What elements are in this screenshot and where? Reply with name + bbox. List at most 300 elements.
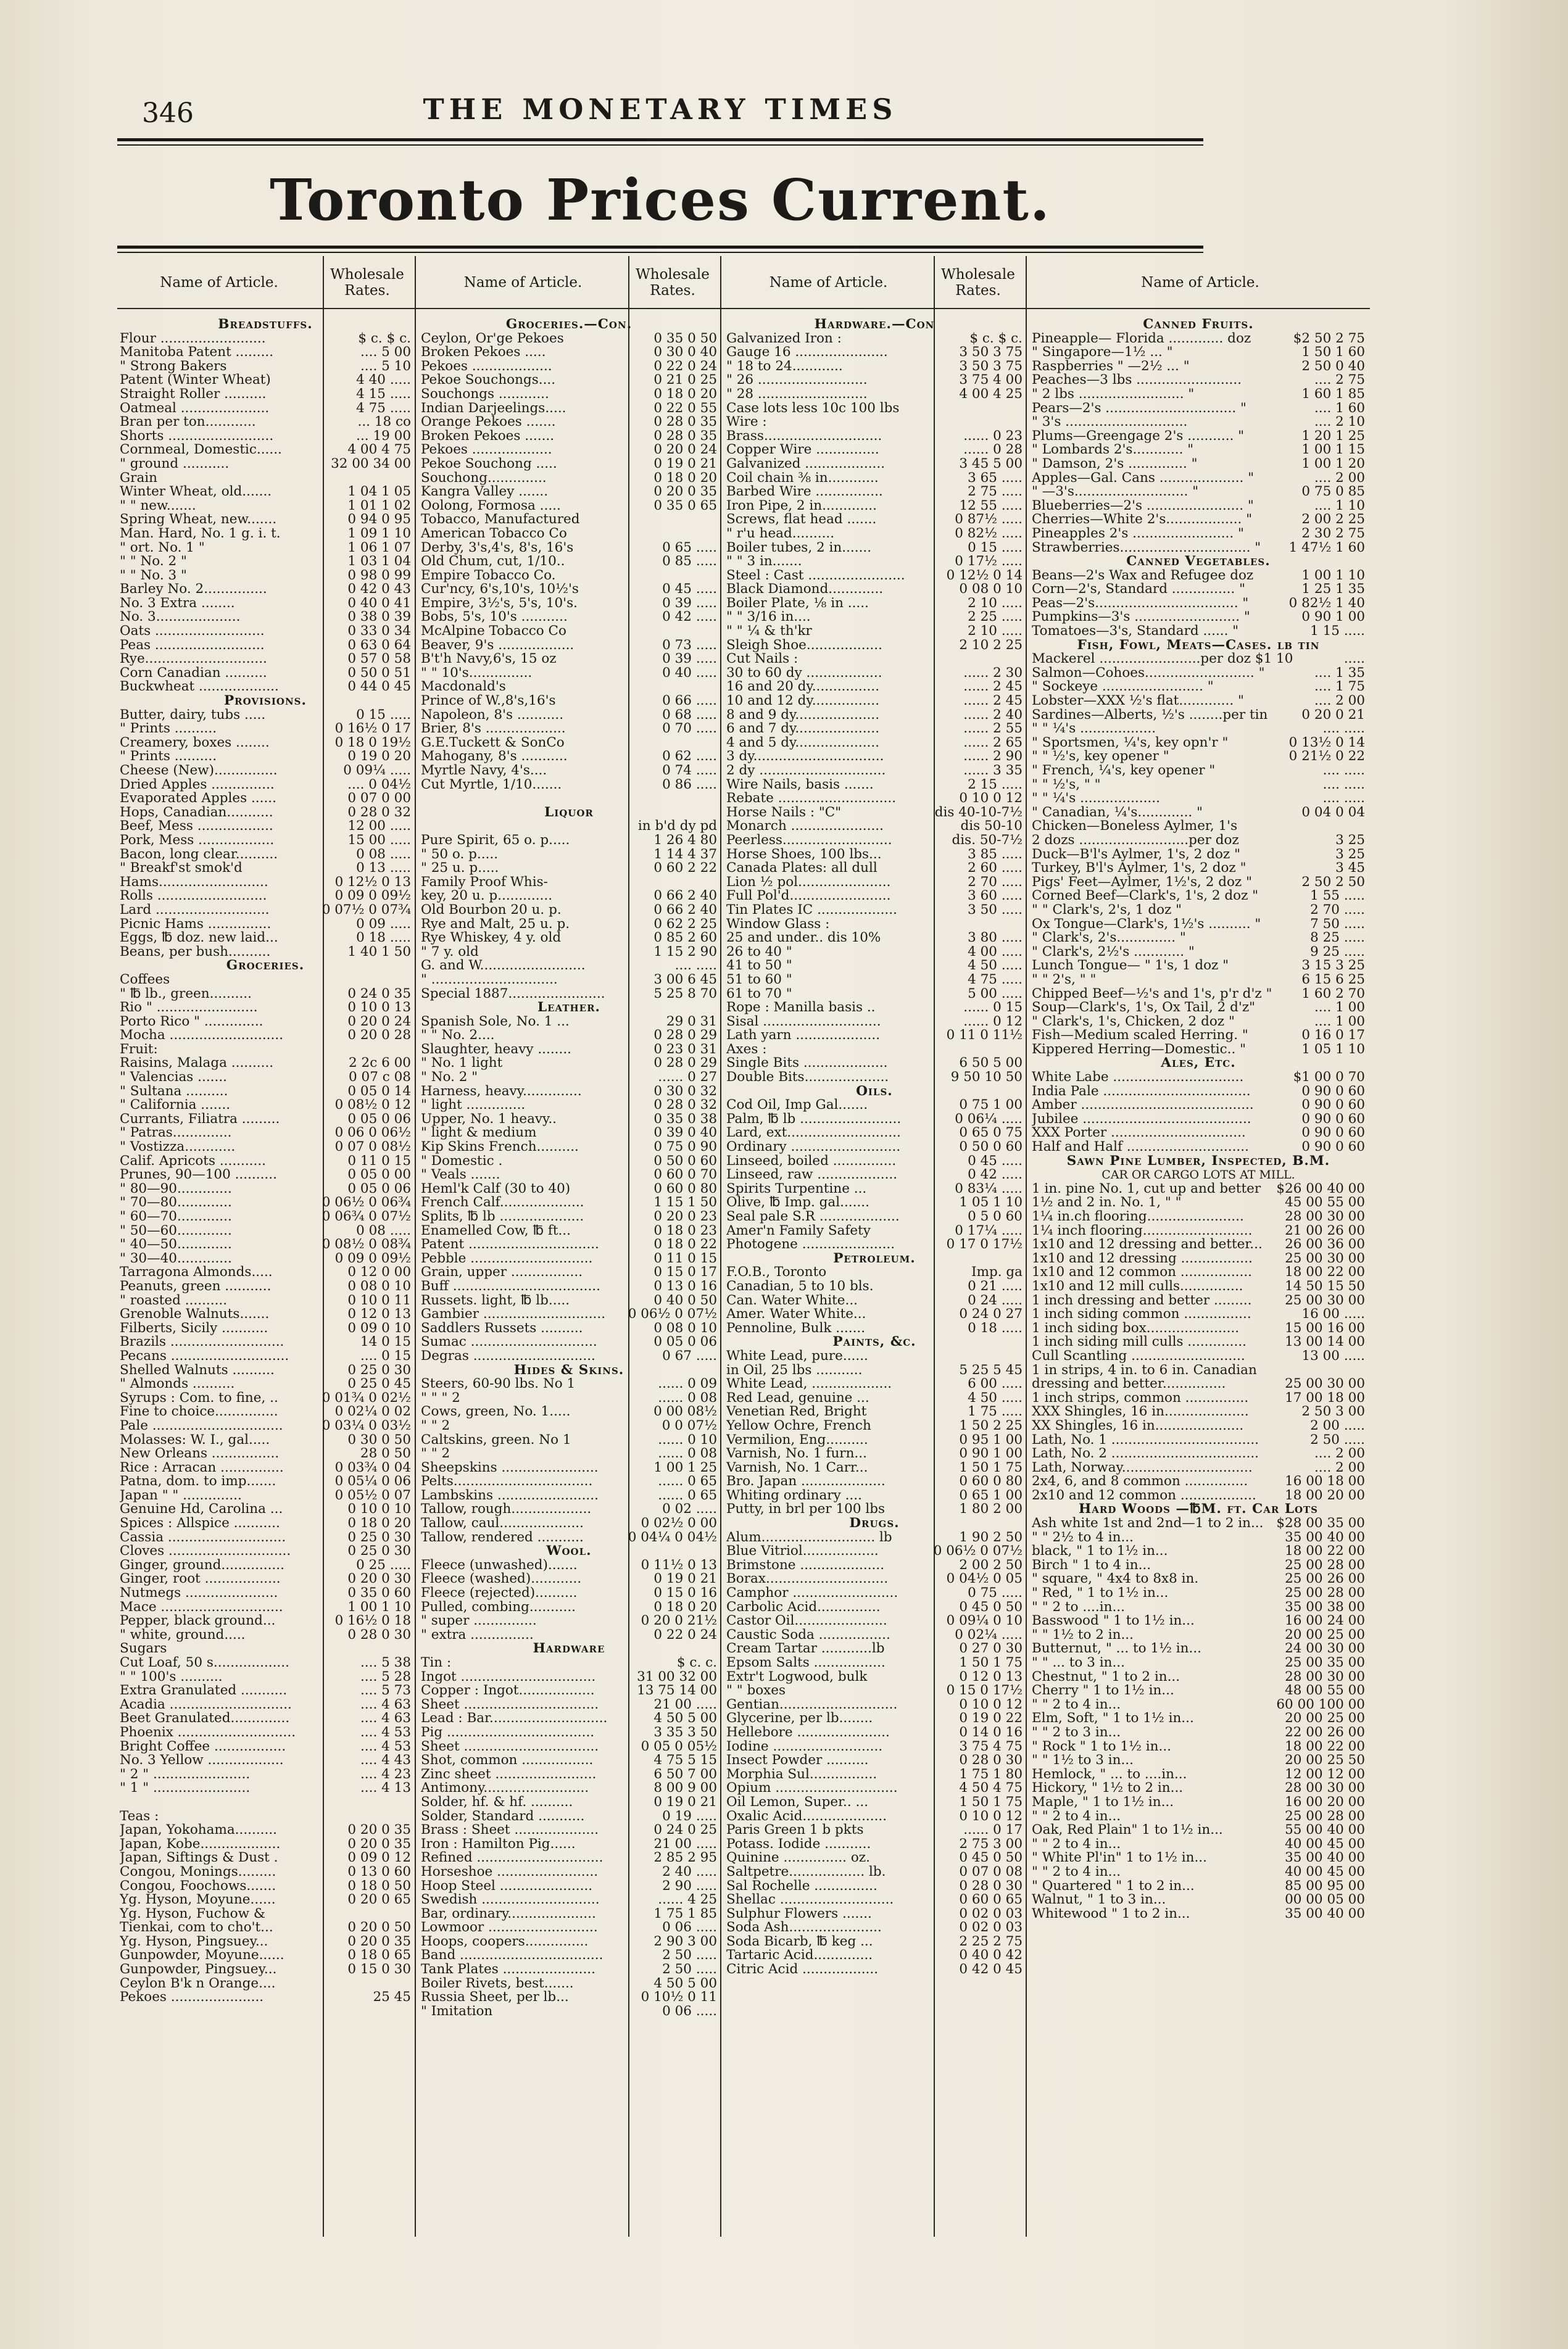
article-name: Duck—B'l's Aylmer, 1's, 2 doz " — [1032, 847, 1240, 862]
price-row — [120, 1837, 411, 1852]
article-name: Amer'n Family Safety — [726, 1224, 871, 1238]
article-name: Oats .......................... — [120, 624, 265, 639]
price-row — [726, 1377, 1023, 1391]
price-row — [120, 1796, 411, 1810]
article-name: Black Diamond............. — [726, 582, 884, 597]
wholesale-rate: 1 25 1 35 — [1301, 582, 1365, 597]
col2-name-header: Name of Article. — [463, 275, 583, 291]
price-row — [421, 792, 717, 806]
price-row — [421, 1433, 717, 1448]
article-name: Castor Oil...................... — [726, 1614, 887, 1628]
article-name: Hops, Canadian........... — [120, 805, 273, 820]
article-name: Buckwheat ................... — [120, 680, 279, 695]
article-name: " Canadian, ¼'s............. " — [1032, 805, 1203, 820]
article-name: " 7 y. old — [421, 945, 479, 959]
article-name: Patna, dom. to imp....... — [120, 1475, 276, 1489]
price-row — [120, 1322, 411, 1336]
wholesale-rate: 0 42 0 45 — [959, 1963, 1023, 1977]
wholesale-rate: 9 50 10 50 — [950, 1071, 1023, 1085]
price-row — [726, 722, 1023, 736]
wholesale-rate: .... 4 43 — [360, 1754, 411, 1768]
wholesale-rate: 1 60 2 70 — [1301, 987, 1365, 1001]
article-name: Lead : Bar............................ — [421, 1712, 608, 1726]
price-row — [726, 819, 1023, 834]
article-name: Grain — [120, 471, 157, 486]
wholesale-rate: 6 50 7 00 — [653, 1767, 717, 1782]
article-name: " " 2 to ....in... — [1032, 1600, 1125, 1615]
price-row — [421, 708, 717, 723]
price-row — [726, 1196, 1023, 1210]
article-name: " light & medium — [421, 1126, 537, 1141]
price-row — [120, 555, 411, 569]
price-row — [421, 429, 717, 444]
price-row — [1032, 1043, 1365, 1057]
article-name: " Prints .......... — [120, 750, 217, 764]
price-row — [726, 1280, 1023, 1294]
section-heading — [1032, 555, 1365, 569]
wholesale-rate: 5 00 ..... — [968, 987, 1023, 1001]
wholesale-rate: $2 50 2 75 — [1293, 331, 1365, 346]
article-name: Bran per ton............ — [120, 415, 256, 429]
wholesale-rate: 0 22 0 24 — [653, 1628, 717, 1643]
article-name: " " 1½ to 2 in... — [1032, 1628, 1134, 1643]
wholesale-rate: 0 85 ..... — [662, 555, 717, 569]
price-row — [421, 1112, 717, 1127]
article-name: Varnish, No. 1 furn... — [726, 1447, 867, 1461]
wholesale-rate: 55 00 40 00 — [1285, 1823, 1365, 1837]
wholesale-rate: 3 75 4 00 — [959, 373, 1023, 387]
article-name: Rio " ........................ — [120, 1001, 258, 1015]
price-row — [421, 848, 717, 862]
article-name: Saddlers Russets .......... — [421, 1321, 583, 1336]
price-row — [1032, 415, 1365, 429]
article-name: " Sultana .......... — [120, 1084, 228, 1099]
price-row — [421, 1810, 717, 1824]
wholesale-rate: .... 1 60 — [1314, 401, 1365, 416]
price-row — [726, 1419, 1023, 1433]
price-row — [1032, 1628, 1365, 1643]
article-name: Soup—Clark's, 1's, Ox Tail, 2 d'z" — [1032, 1001, 1256, 1015]
wholesale-rate: 4 15 ..... — [356, 387, 411, 402]
price-row — [120, 1935, 411, 1949]
wholesale-rate: 0 24 ..... — [968, 1293, 1023, 1308]
price-row — [120, 373, 411, 387]
wholesale-rate: 0 19 0 21 — [653, 1572, 717, 1587]
price-row — [726, 931, 1023, 945]
wholesale-rate: ...... 2 55 — [963, 722, 1023, 736]
wholesale-rate: 0 08½ 0 12 — [334, 1098, 411, 1112]
article-name: 25 and under.. dis 10% — [726, 931, 881, 945]
wholesale-rate: dis. 50-7½ — [952, 833, 1023, 848]
section-heading — [1032, 1056, 1365, 1071]
article-name: Photogene ...................... — [726, 1238, 895, 1252]
article-name: " 70—80............. — [120, 1196, 232, 1210]
price-row — [1032, 1837, 1365, 1852]
article-name: " " 2's, " " — [1032, 972, 1097, 987]
price-row — [726, 792, 1023, 806]
article-name: No. 3.................... — [120, 610, 241, 625]
wholesale-rate: 1 75 1 85 — [653, 1907, 717, 1921]
article-name: " Prints .......... — [120, 722, 217, 736]
article-name: Opium ............................. — [726, 1781, 898, 1796]
article-name: Morphia Sul................ — [726, 1767, 877, 1782]
price-row — [726, 582, 1023, 597]
price-row — [120, 1712, 411, 1726]
price-row — [1032, 680, 1365, 694]
price-row — [726, 1865, 1023, 1879]
wholesale-rate: 0 94 0 95 — [347, 513, 411, 527]
wholesale-rate: 0 08 0 10 — [653, 1321, 717, 1336]
price-row — [421, 582, 717, 597]
wholesale-rate: 35 00 40 00 — [1285, 1907, 1365, 1921]
price-row — [421, 1098, 717, 1112]
wholesale-rate: 0 10 0 13 — [347, 1001, 411, 1015]
wholesale-rate: 0 17 0 17½ — [946, 1238, 1023, 1252]
article-name: 1 inch strips, common ............... — [1032, 1391, 1249, 1406]
article-name: Beans, per bush.......... — [120, 945, 271, 959]
wholesale-rate: 25 00 30 00 — [1285, 1377, 1365, 1391]
article-name: Orange Pekoes ....... — [421, 415, 556, 429]
article-name: Creamery, boxes ........ — [120, 735, 270, 750]
price-row — [1032, 1140, 1365, 1154]
price-row — [120, 708, 411, 723]
wholesale-rate: 0 82½ ..... — [955, 526, 1023, 541]
price-row — [1032, 1071, 1365, 1085]
wholesale-rate: 0 65 1 00 — [959, 1488, 1023, 1503]
wholesale-rate: 0 11 0 15 — [347, 1154, 411, 1169]
article-name: Chipped Beef—½'s and 1's, p'r d'z " — [1032, 987, 1272, 1001]
title-rule-thin — [117, 252, 1203, 253]
wholesale-rate: 26 00 36 00 — [1285, 1238, 1365, 1252]
section-heading — [421, 806, 717, 820]
wholesale-rate: 0 28 0 35 — [653, 429, 717, 444]
price-row — [1032, 750, 1365, 764]
price-row — [726, 666, 1023, 681]
price-row — [726, 1754, 1023, 1768]
article-name: Special 1887....................... — [421, 987, 605, 1001]
wholesale-rate: 0 30 0 50 — [347, 1433, 411, 1448]
wholesale-rate: 4 50 ..... — [968, 959, 1023, 973]
article-name: " " 2½ to 4 in... — [1032, 1530, 1134, 1545]
article-name: Canada Plates: all dull — [726, 861, 877, 876]
price-row — [421, 1377, 717, 1391]
wholesale-rate: 0 08 0 10 — [959, 582, 1023, 597]
price-row — [1032, 429, 1365, 444]
price-row — [120, 1489, 411, 1503]
article-name: Barbed Wire ................ — [726, 485, 883, 499]
wholesale-rate: 0 06¼ ..... — [955, 1112, 1023, 1127]
wholesale-rate: .... 2 00 — [1314, 694, 1365, 708]
article-name: Tienkai, com to cho't... — [120, 1921, 273, 1935]
wholesale-rate: 0 23 0 31 — [653, 1042, 717, 1057]
article-name: Dried Apples ............... — [120, 777, 275, 792]
article-name: Raisins, Malaga .......... — [120, 1056, 274, 1071]
article-name: Shelled Walnuts .......... — [120, 1363, 275, 1378]
wholesale-rate: .... 4 13 — [360, 1781, 411, 1796]
article-name: Japan " " .............. — [120, 1488, 242, 1503]
wholesale-rate: ...... 0 09 — [658, 1377, 717, 1391]
wholesale-rate: 0 20 0 24 — [347, 1014, 411, 1029]
article-name: India Pale ................................... — [1032, 1084, 1251, 1099]
article-name: " r'u head.......... — [726, 526, 835, 541]
price-row — [421, 876, 717, 890]
price-row — [421, 1935, 717, 1949]
wholesale-rate: 1 15 1 50 — [653, 1196, 717, 1210]
price-row — [120, 1335, 411, 1349]
article-name: Caltskins, green. No 1 — [421, 1433, 571, 1448]
wholesale-rate: 3 50 3 75 — [959, 346, 1023, 360]
price-row — [421, 1656, 717, 1670]
price-row — [726, 1029, 1023, 1043]
price-row — [1032, 402, 1365, 416]
wholesale-rate: 0 12 0 13 — [959, 1670, 1023, 1684]
article-name: White Lead, ................... — [726, 1377, 892, 1391]
wholesale-rate: 0 22 0 55 — [653, 401, 717, 416]
price-row — [421, 1015, 717, 1029]
article-name: " 2 " ....................... — [120, 1767, 251, 1782]
price-row — [726, 1823, 1023, 1837]
price-row — [421, 1349, 717, 1364]
article-name: Ingot ................................ — [421, 1670, 596, 1684]
price-row — [1032, 945, 1365, 959]
article-name: Strawberries............................... " — [1032, 541, 1261, 555]
wholesale-rate: 16 00 ..... — [1301, 1307, 1365, 1322]
wholesale-rate: 16 00 24 00 — [1285, 1614, 1365, 1628]
price-row — [1032, 736, 1365, 750]
wholesale-rate: 1 20 1 25 — [1301, 429, 1365, 444]
article-name: Kangra Valley ....... — [421, 485, 549, 499]
wholesale-rate: 0 45 ..... — [968, 1154, 1023, 1169]
article-name: Coffees — [120, 972, 170, 987]
wholesale-rate: 0 09 0 09½ — [334, 1251, 411, 1266]
price-row — [1032, 1210, 1365, 1224]
article-name: Full Pol'd........................ — [726, 889, 891, 903]
price-row — [1032, 1865, 1365, 1879]
wholesale-rate: 40 00 45 00 — [1285, 1865, 1365, 1879]
wholesale-rate: 13 00 14 00 — [1285, 1335, 1365, 1349]
article-name: Copper Wire ............... — [726, 443, 879, 457]
article-name: Shellac ........................... — [726, 1893, 894, 1907]
article-name: Cur'ncy, 6's,10's, 10½'s — [421, 582, 579, 597]
article-name: Butternut, " ... to 1½ in... — [1032, 1642, 1201, 1656]
section-heading — [1032, 639, 1365, 653]
article-name: Beef, Mess .................. — [120, 819, 273, 834]
wholesale-rate: 0 02¼ 0 02 — [334, 1405, 411, 1419]
article-name: " " " 2 — [421, 1391, 460, 1406]
article-name: " 80—90............. — [120, 1182, 232, 1196]
price-row — [726, 1740, 1023, 1754]
wholesale-rate: 0 75 ..... — [968, 1586, 1023, 1601]
article-name: 41 to 50 " — [726, 959, 792, 973]
article-name: Elm, Soft, " 1 to 1½ in... — [1032, 1712, 1194, 1726]
title-rule-thick — [117, 246, 1203, 249]
article-name: Whitewood " 1 to 2 in... — [1032, 1907, 1190, 1921]
price-row — [120, 1991, 411, 2005]
article-name: Rope : Manilla basis .. — [726, 1001, 876, 1015]
article-name: Porto Rico " .............. — [120, 1014, 263, 1029]
article-name: " Domestic . — [421, 1154, 503, 1169]
article-name: Horse Shoes, 100 lbs... — [726, 847, 882, 862]
article-name: Teas : — [120, 1809, 159, 1824]
wholesale-rate: 0 20 0 50 — [347, 1921, 411, 1935]
wholesale-rate: .... 5 00 — [360, 346, 411, 360]
article-name: Lath, Norway............................... — [1032, 1460, 1253, 1475]
wholesale-rate: .... 4 53 — [360, 1739, 411, 1754]
wholesale-rate: 0 10 0 12 — [959, 1697, 1023, 1712]
price-row — [120, 848, 411, 862]
article-name: " Sockeye ........................ " — [1032, 680, 1214, 695]
price-row — [120, 931, 411, 945]
price-row — [1032, 499, 1365, 513]
wholesale-rate: 21 00 ..... — [653, 1837, 717, 1852]
article-name: " super ............... — [421, 1614, 537, 1628]
article-name: Salmon—Cohoes.......................... " — [1032, 666, 1265, 681]
price-row — [1032, 1544, 1365, 1559]
price-row — [421, 1963, 717, 1977]
wholesale-rate: 0 09¼ 0 10 — [946, 1614, 1023, 1628]
article-name: " California ....... — [120, 1098, 231, 1112]
wholesale-rate: 0 05 0 00 — [347, 1168, 411, 1182]
article-name: " " ¼'s .................. — [1032, 722, 1156, 736]
article-name: Harness, heavy.............. — [421, 1084, 582, 1099]
wholesale-rate: ...... 0 10 — [658, 1433, 717, 1448]
price-row — [726, 471, 1023, 486]
price-row — [726, 1071, 1023, 1085]
wholesale-rate: 0 28 0 30 — [347, 1628, 411, 1643]
price-row — [726, 1544, 1023, 1559]
article-name: dressing and better............... — [1032, 1377, 1226, 1391]
price-row — [421, 1056, 717, 1071]
wholesale-rate: .... 4 63 — [360, 1697, 411, 1712]
price-row — [120, 1879, 411, 1894]
article-name: Fleece (unwashed)....... — [421, 1558, 578, 1573]
wholesale-rate: 0 17¼ ..... — [955, 1224, 1023, 1238]
price-row — [421, 1726, 717, 1740]
article-name: Steers, 60-90 lbs. No 1 — [421, 1377, 576, 1391]
article-name: Insect Powder .......... — [726, 1754, 869, 1768]
article-name: " Sportsmen, ¼'s, key opn'r " — [1032, 735, 1229, 750]
price-row — [1032, 792, 1365, 806]
price-row — [120, 499, 411, 513]
price-row — [726, 513, 1023, 527]
article-name: McAlpine Tobacco Co — [421, 624, 566, 639]
article-name: Iodine .......................... — [726, 1739, 883, 1754]
price-row — [726, 1879, 1023, 1894]
price-row — [120, 1572, 411, 1586]
wholesale-rate: 0 09 0 10 — [347, 1321, 411, 1336]
wholesale-rate: 0 02 0 03 — [959, 1907, 1023, 1921]
column-divider — [720, 256, 721, 2237]
article-name: Kippered Herring—Domestic.. " — [1032, 1042, 1247, 1057]
section-heading — [1032, 1154, 1365, 1169]
price-row — [120, 1280, 411, 1294]
article-name: Quinine ............... oz. — [726, 1851, 870, 1865]
wholesale-rate: 0 10 0 11 — [347, 1293, 411, 1308]
price-row — [120, 1140, 411, 1154]
price-row — [421, 903, 717, 918]
article-name: Eggs, ℔ doz. new laid... — [120, 931, 278, 945]
article-name: Citric Acid .................. — [726, 1963, 879, 1977]
wholesale-rate: 0 28 0 29 — [653, 1029, 717, 1043]
wholesale-rate: $28 00 35 00 — [1276, 1517, 1365, 1531]
price-row — [1032, 1475, 1365, 1489]
wholesale-rate: 2 10 ..... — [968, 596, 1023, 611]
price-row — [120, 457, 411, 471]
wholesale-rate: .... 1 35 — [1314, 666, 1365, 681]
price-row — [421, 1949, 717, 1963]
wholesale-rate: 0 19 0 21 — [653, 1795, 717, 1810]
article-name: Patent (Winter Wheat) — [120, 373, 271, 387]
price-row — [120, 610, 411, 624]
article-name: Yellow Ochre, French — [726, 1419, 871, 1433]
price-row — [120, 1823, 411, 1837]
price-row — [1032, 1085, 1365, 1099]
article-name: CAR OR CARGO LOTS AT MILL. — [1101, 1168, 1295, 1182]
wholesale-rate: .... 2 00 — [1314, 1447, 1365, 1461]
article-name: American Tobacco Co — [421, 526, 567, 541]
price-row — [120, 1266, 411, 1280]
wholesale-rate: 1 60 1 85 — [1301, 387, 1365, 402]
wholesale-rate: 0 25 0 30 — [347, 1363, 411, 1378]
price-row — [1032, 1796, 1365, 1810]
price-row — [421, 1712, 717, 1726]
article-name: XXX Shingles, 16 in.................... — [1032, 1405, 1249, 1419]
price-row — [726, 680, 1023, 694]
wholesale-rate: $ c. $ c. — [358, 331, 411, 346]
wholesale-rate: 0 60 2 22 — [653, 861, 717, 876]
article-name: Axes : — [726, 1042, 767, 1057]
price-row — [726, 1614, 1023, 1628]
wholesale-rate: 18 00 22 00 — [1285, 1266, 1365, 1280]
price-row — [726, 1475, 1023, 1489]
article-name: 1 inch siding mill culls .............. — [1032, 1335, 1247, 1349]
article-name: " " ½'s, key opener " — [1032, 750, 1169, 764]
wholesale-rate: 0 20 0 28 — [347, 1029, 411, 1043]
wholesale-rate: 0 28 0 29 — [653, 1056, 717, 1071]
wholesale-rate: 0 07 0 08 — [959, 1865, 1023, 1879]
wholesale-rate: 0 73 ..... — [662, 638, 717, 653]
wholesale-rate: 0 75 1 00 — [959, 1098, 1023, 1112]
wholesale-rate: .... 5 28 — [360, 1670, 411, 1684]
price-row — [421, 1879, 717, 1894]
article-name: Fish, Fowl, Meats—Cases. lb tin — [1077, 638, 1320, 653]
wholesale-rate: 0 20 0 35 — [653, 485, 717, 499]
price-row — [1032, 1447, 1365, 1461]
price-row — [1032, 1517, 1365, 1531]
wholesale-rate: 2 50 ..... — [662, 1949, 717, 1963]
wholesale-rate: 5 25 5 45 — [959, 1363, 1023, 1378]
article-name: Mackerel ........................per doz $1 10 — [1032, 652, 1293, 666]
article-name: Evaporated Apples ...... — [120, 792, 276, 806]
wholesale-rate: 0 90 0 60 — [1301, 1140, 1365, 1154]
price-row — [421, 987, 717, 1001]
price-row — [120, 1628, 411, 1643]
wholesale-rate: 0 05 0 14 — [347, 1084, 411, 1099]
wholesale-rate: 28 00 30 00 — [1285, 1210, 1365, 1224]
wholesale-rate: ...... 2 90 — [963, 750, 1023, 764]
price-row — [421, 1670, 717, 1684]
wholesale-rate: 0 28 0 30 — [959, 1754, 1023, 1768]
article-name: New Orleans ................ — [120, 1447, 280, 1461]
wholesale-rate: 0 20 0 24 — [653, 443, 717, 457]
wholesale-rate: ...... 3 35 — [963, 764, 1023, 778]
price-row — [421, 360, 717, 374]
wholesale-rate: 0 18 0 23 — [653, 1224, 717, 1238]
price-row — [1032, 1489, 1365, 1503]
price-row — [120, 1907, 411, 1921]
wholesale-rate: 45 00 55 00 — [1285, 1196, 1365, 1210]
article-name: Beet Granulated.............. — [120, 1712, 290, 1726]
